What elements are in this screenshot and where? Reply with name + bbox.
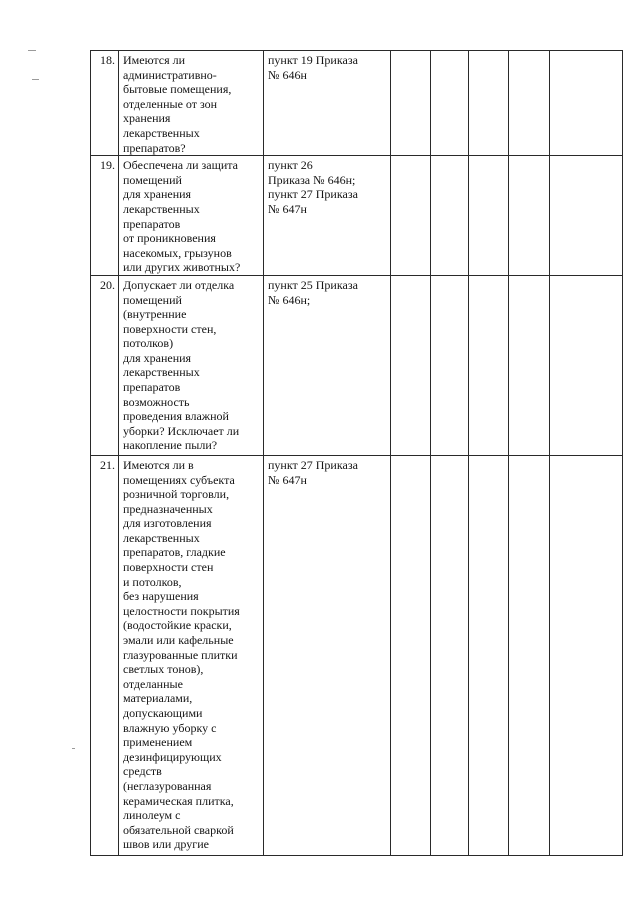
empty-cell <box>469 455 509 855</box>
empty-cell <box>391 455 431 855</box>
empty-cell <box>550 275 623 455</box>
empty-cell <box>469 51 509 156</box>
empty-cell <box>431 275 469 455</box>
table-row <box>91 455 623 855</box>
legal-reference: пункт 19 Приказа № 646н <box>264 51 391 156</box>
empty-cell <box>509 51 550 156</box>
empty-cell <box>509 275 550 455</box>
empty-cell <box>391 275 431 455</box>
legal-reference: пункт 27 Приказа № 647н <box>264 455 391 855</box>
table-row <box>91 275 623 455</box>
requirement-question: Имеются ли административно- бытовые помещения, отделенные от зон хранения лекарственных препаратов? <box>119 51 264 156</box>
empty-cell <box>469 275 509 455</box>
table-row <box>91 51 623 156</box>
empty-cell <box>431 51 469 156</box>
scan-mark <box>32 79 39 80</box>
row-number: 18. <box>91 51 119 156</box>
empty-cell <box>469 156 509 276</box>
empty-cell <box>550 156 623 276</box>
empty-cell <box>509 455 550 855</box>
row-number: 19. <box>91 156 119 276</box>
requirement-question: Имеются ли в помещениях субъекта розничной торговли, предназначенных для изготовления лекарственных препаратов, гладкие поверхности стен и потолков, без нарушения целостности покрытия (водостойкие краски, эмали или кафельные глазурованные плитки светлых тонов), отделанные материалами, допускающими влажную уборку с применением дезинфицирующих средств (неглазурованная керамическая плитка, линолеум с обязательной сваркой швов или другие <box>119 455 264 855</box>
requirement-question: Обеспечена ли защита помещений для хранения лекарственных препаратов от проникновения насекомых, грызунов или других животных? <box>119 156 264 276</box>
empty-cell <box>431 156 469 276</box>
row-number: 20. <box>91 275 119 455</box>
empty-cell <box>509 156 550 276</box>
empty-cell <box>391 51 431 156</box>
legal-reference: пункт 25 Приказа № 646н; <box>264 275 391 455</box>
empty-cell <box>550 51 623 156</box>
scan-mark <box>72 748 75 749</box>
table-row <box>91 156 623 276</box>
checklist-table <box>90 50 623 856</box>
requirement-question: Допускает ли отделка помещений (внутренние поверхности стен, потолков) для хранения лекарственных препаратов возможность проведения влажной уборки? Исключает ли накопление пыли? <box>119 275 264 455</box>
empty-cell <box>391 156 431 276</box>
empty-cell <box>431 455 469 855</box>
empty-cell <box>550 455 623 855</box>
row-number: 21. <box>91 455 119 855</box>
legal-reference: пункт 26 Приказа № 646н; пункт 27 Приказа № 647н <box>264 156 391 276</box>
scan-mark <box>28 50 36 51</box>
